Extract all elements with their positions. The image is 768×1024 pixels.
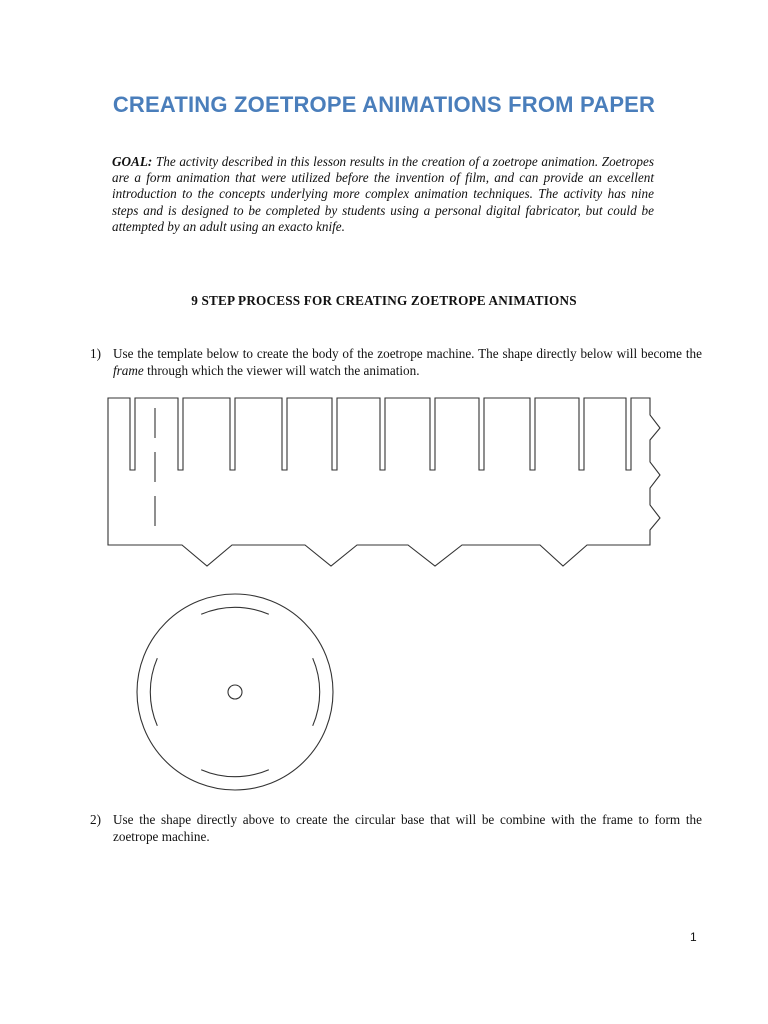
goal-paragraph (112, 154, 654, 235)
process-heading: 9 STEP PROCESS FOR CREATING ZOETROPE ANIMATIONS (191, 293, 577, 308)
inner-arc-left (150, 658, 157, 726)
step-2-number: 2) (90, 812, 101, 827)
frame-emphasis: frame (113, 362, 144, 378)
frame-outline (108, 398, 660, 566)
goal-text: The activity described in this lesson results in the creation of a zoetrope animation. Zoetropes are a form animation that were utilized before the invention of film, and can provide an excellent introduction to the concepts underlying more complex animation techniques. The activity has nine steps and is designed to be completed by students using a personal digital fabricator, but could be attempted by an adult using an exacto knife. (112, 154, 655, 234)
base-outer-circle (137, 594, 333, 790)
step-1 (90, 346, 702, 379)
inner-arc-top (201, 607, 269, 614)
circular-base-diagram (130, 586, 340, 800)
document-title: CREATING ZOETROPE ANIMATIONS FROM PAPER (112, 92, 656, 117)
step-2 (90, 812, 702, 845)
step-1-number: 1) (90, 346, 101, 361)
goal-label: GOAL: (112, 154, 153, 169)
inner-arc-bottom (201, 770, 269, 777)
frame-template-diagram (100, 390, 670, 575)
page-number: 1 (690, 930, 697, 944)
step-1-text: Use the template below to create the body of the zoetrope machine. The shape directly below will become the frame through which the viewer will watch the animation. (113, 346, 702, 378)
inner-arc-right (313, 658, 320, 726)
step-2-text: Use the shape directly above to create the circular base that will be combine with the frame to form the zoetrope machine. (113, 812, 702, 844)
center-hole (228, 685, 242, 699)
